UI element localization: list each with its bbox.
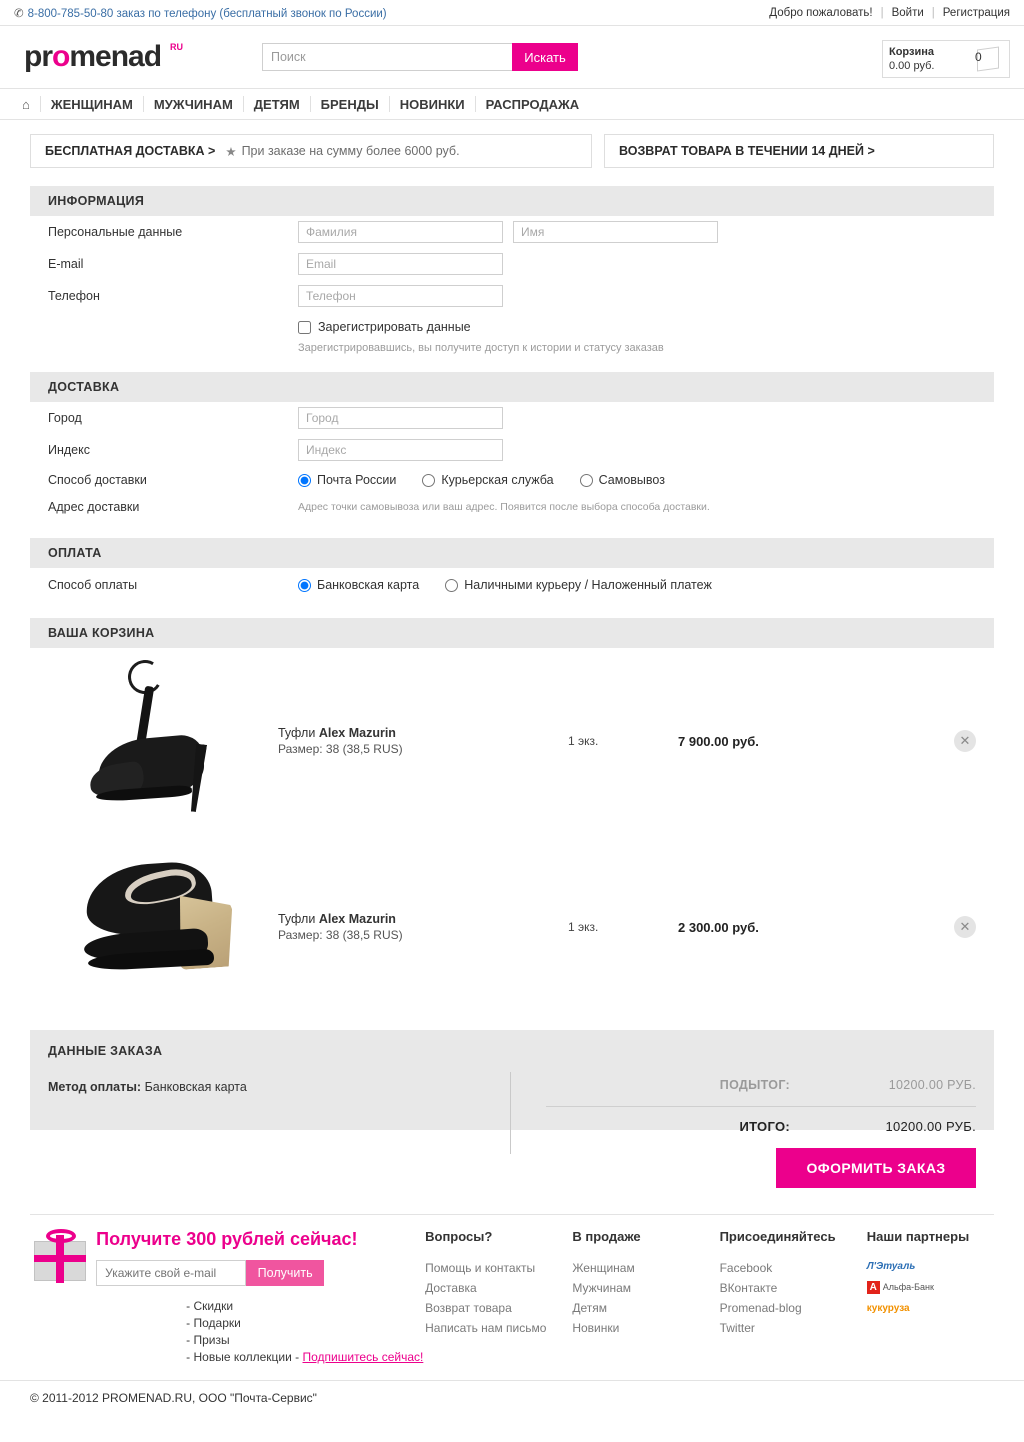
logo-domain: RU — [170, 42, 184, 52]
payment-method-label: Способ оплаты — [48, 578, 138, 592]
index-row — [30, 434, 994, 466]
section-header-information: ИНФОРМАЦИЯ — [30, 186, 994, 216]
top-bar — [0, 0, 1024, 26]
newsletter-benefits — [96, 1298, 425, 1366]
partners-title: Наши партнеры — [866, 1229, 970, 1244]
delivery-option-courier-label: Курьерская служба — [441, 473, 554, 487]
delivery-option-post-label: Почта России — [317, 473, 397, 487]
logo-part-o: o — [52, 40, 70, 73]
basket-row — [30, 834, 994, 1020]
partner-logo-list — [867, 1258, 994, 1316]
cart-widget[interactable] — [882, 40, 1010, 78]
search-form — [262, 43, 578, 71]
site-header — [0, 26, 1024, 88]
footer-column-questions — [425, 1229, 572, 1366]
newsletter-form — [96, 1260, 425, 1286]
register-hint: Зарегистрировавшись, вы получите доступ к истории и статусу заказав — [298, 342, 664, 354]
payment-option-card-label: Банковская карта — [317, 578, 420, 592]
footer-link-twitter[interactable]: Twitter — [719, 1321, 755, 1335]
delivery-method-row — [30, 466, 994, 494]
footer-link-vkontakte[interactable]: ВКонтакте — [719, 1281, 778, 1295]
payment-radio-cash[interactable] — [445, 579, 458, 592]
footer-column-title: Присоединяйтесь — [719, 1229, 836, 1244]
phone-input[interactable] — [298, 285, 503, 307]
footer-column-partners — [867, 1229, 994, 1366]
phone-label: Телефон — [48, 289, 100, 303]
subtotal-value: 10200.00 РУБ. — [888, 1078, 976, 1092]
product-price-1: 7 900.00 руб. — [678, 733, 759, 749]
divider — [243, 96, 244, 112]
index-input[interactable] — [298, 439, 503, 461]
main-nav — [0, 88, 1024, 120]
nav-item-new[interactable]: НОВИНКИ — [399, 96, 465, 112]
cart-bag-icon — [973, 44, 1003, 74]
divider — [143, 96, 144, 112]
home-icon[interactable]: ⌂ — [22, 96, 30, 112]
payment-method-options — [298, 578, 738, 592]
product-price-2: 2 300.00 руб. — [678, 919, 759, 935]
free-delivery-banner[interactable] — [30, 134, 592, 168]
footer-link-write-us[interactable]: Написать нам письмо — [425, 1321, 547, 1335]
welcome-text: Добро пожаловать! — [769, 6, 873, 19]
product-type-2: Туфли — [278, 912, 316, 926]
index-label: Индекс — [48, 443, 90, 457]
free-delivery-subtitle: При заказе на сумму более 6000 руб. — [241, 144, 460, 158]
wedge-pump-illustration — [82, 856, 252, 996]
benefit-last-text: - Новые коллекции - — [186, 1350, 303, 1364]
order-payment-method-label: Метод оплаты: — [48, 1080, 142, 1094]
footer-column-catalog — [572, 1229, 719, 1366]
lastname-input[interactable] — [298, 221, 503, 243]
divider — [310, 96, 311, 112]
register-link[interactable]: Регистрация — [942, 6, 1010, 19]
product-brand-2: Alex Mazurin — [318, 912, 396, 926]
return-policy-title: ВОЗВРАТ ТОВАРА В ТЕЧЕНИИ 14 ДНЕЙ > — [619, 144, 875, 158]
divider — [475, 96, 476, 112]
star-icon: ★ — [225, 144, 237, 159]
newsletter-title: Получите 300 рублей сейчас! — [96, 1229, 358, 1249]
subscribe-now-link[interactable]: Подпишитесь сейчас! — [302, 1350, 424, 1364]
product-description-2 — [278, 911, 568, 943]
benefit-item: - Подарки — [186, 1316, 241, 1330]
order-totals — [546, 1078, 976, 1148]
personal-data-row — [30, 216, 994, 248]
delivery-option-pickup[interactable] — [580, 473, 665, 487]
footer-column-title: Вопросы? — [425, 1229, 493, 1244]
payment-option-card[interactable] — [298, 578, 419, 592]
phone-info — [14, 6, 387, 20]
account-links — [769, 7, 1010, 19]
section-header-basket: ВАША КОРЗИНА — [30, 618, 994, 648]
logo-part-2: menad — [69, 40, 162, 73]
vertical-divider — [510, 1072, 511, 1154]
newsletter-signup — [88, 1229, 425, 1366]
footer-link-men[interactable]: Мужчинам — [572, 1281, 632, 1295]
basket-row — [30, 648, 994, 834]
free-delivery-title: БЕСПЛАТНАЯ ДОСТАВКА > — [45, 144, 216, 158]
product-qty-1: 1 экз. — [568, 734, 599, 748]
benefit-item: - Призы — [186, 1333, 230, 1347]
benefit-item: - Скидки — [186, 1299, 234, 1313]
stiletto-sandal-illustration — [88, 660, 248, 822]
email-row — [30, 248, 994, 280]
divider — [40, 96, 41, 112]
city-input[interactable] — [298, 407, 503, 429]
remove-item-icon[interactable]: ✕ — [954, 730, 976, 752]
product-description-1 — [278, 725, 568, 757]
alfabank-text: Альфа-Банк — [882, 1282, 934, 1292]
personal-data-label: Персональные данные — [48, 225, 183, 239]
copyright-text: © 2011-2012 PROMENAD.RU, ООО "Почта-Сервис" — [0, 1380, 1024, 1415]
gift-bow — [46, 1229, 76, 1243]
benefit-item-last — [186, 1349, 425, 1366]
delivery-address-row — [30, 494, 994, 520]
gift-box-icon — [30, 1229, 88, 1366]
footer-link-blog[interactable]: Promenad-blog — [719, 1301, 802, 1315]
footer-link-returns[interactable]: Возврат товара — [425, 1301, 512, 1315]
footer-column-social — [720, 1229, 867, 1366]
place-order-button[interactable]: ОФОРМИТЬ ЗАКАЗ — [776, 1148, 976, 1188]
nav-item-men[interactable]: МУЖЧИНАМ — [153, 96, 233, 112]
letual-logo[interactable]: Л'Этуаль — [866, 1260, 916, 1272]
search-button[interactable]: Искать — [512, 43, 578, 71]
cart-title: Корзина — [889, 46, 934, 58]
delivery-option-post[interactable] — [298, 473, 396, 487]
divider — [389, 96, 390, 112]
footer-link-women[interactable]: Женщинам — [572, 1261, 635, 1275]
footer-link-help[interactable]: Помощь и контакты — [425, 1261, 536, 1275]
order-summary — [30, 1030, 994, 1134]
product-image-2[interactable] — [48, 842, 278, 1012]
footer-column-title: В продаже — [572, 1229, 641, 1244]
delivery-option-pickup-label: Самовывоз — [598, 473, 665, 487]
payment-method-row — [30, 568, 994, 602]
footer-link-new[interactable]: Новинки — [572, 1321, 620, 1335]
alfabank-mark: A — [867, 1281, 880, 1294]
payment-option-cash-label: Наличными курьеру / Наложенный платеж — [464, 578, 712, 592]
total-line — [546, 1106, 976, 1134]
product-image-1[interactable] — [48, 656, 278, 826]
login-link[interactable]: Войти — [891, 6, 924, 19]
gift-ribbon-horizontal — [34, 1255, 86, 1262]
nav-item-women[interactable]: ЖЕНЩИНАМ — [50, 96, 133, 112]
payment-radio-card[interactable] — [298, 579, 311, 592]
product-size-2: Размер: 38 (38,5 RUS) — [278, 928, 403, 942]
delivery-radio-pickup[interactable] — [580, 474, 593, 487]
subtotal-line — [546, 1078, 976, 1092]
section-header-delivery: ДОСТАВКА — [30, 372, 994, 402]
subtotal-label: ПОДЫТОГ: — [719, 1078, 790, 1092]
total-value: 10200.00 РУБ. — [885, 1119, 976, 1134]
delivery-address-hint: Адрес точки самовывоза или ваш адрес. Появится после выбора способа доставки. — [298, 501, 710, 513]
search-input[interactable] — [262, 43, 512, 71]
newsletter-submit-button[interactable]: Получить — [246, 1260, 324, 1286]
delivery-method-options — [298, 473, 691, 487]
nav-item-brands[interactable]: БРЕНДЫ — [320, 96, 379, 112]
phone-text: 8-800-785-50-80 заказ по телефону (бесплатный звонок по России) — [27, 7, 387, 20]
total-label: ИТОГО: — [739, 1119, 790, 1134]
firstname-input[interactable] — [513, 221, 718, 243]
remove-item-icon[interactable]: ✕ — [954, 916, 976, 938]
section-header-payment: ОПЛАТА — [30, 538, 994, 568]
phone-icon: ✆ — [14, 7, 24, 20]
phone-row — [30, 280, 994, 312]
nav-item-sale[interactable]: РАСПРОДАЖА — [485, 96, 580, 112]
checkout-content — [0, 186, 1024, 1188]
register-data-row — [30, 312, 994, 338]
cart-text — [889, 45, 934, 73]
promo-banners — [30, 134, 994, 168]
newsletter-email-input[interactable] — [96, 1260, 246, 1286]
footer-link-facebook[interactable]: Facebook — [719, 1261, 773, 1275]
register-data-checkbox[interactable] — [298, 321, 311, 334]
order-summary-title: ДАННЫЕ ЗАКАЗА — [48, 1044, 163, 1058]
cart-sum: 0.00 руб. — [889, 60, 935, 72]
kukuruza-logo[interactable]: кукуруза — [866, 1302, 910, 1314]
product-brand-1: Alex Mazurin — [318, 726, 396, 740]
delivery-radio-post[interactable] — [298, 474, 311, 487]
email-label: E-mail — [48, 257, 84, 271]
return-policy-banner[interactable] — [604, 134, 994, 168]
logo-part-1: pr — [24, 40, 52, 73]
city-label: Город — [48, 411, 82, 425]
product-qty-2: 1 экз. — [568, 920, 599, 934]
divider: | — [880, 6, 884, 19]
nav-item-kids[interactable]: ДЕТЯМ — [253, 96, 300, 112]
order-payment-method-value: Банковская карта — [144, 1080, 247, 1094]
footer-link-delivery[interactable]: Доставка — [425, 1281, 477, 1295]
divider: | — [931, 6, 935, 19]
site-footer — [30, 1214, 994, 1366]
delivery-method-label: Способ доставки — [48, 473, 147, 487]
product-size-1: Размер: 38 (38,5 RUS) — [278, 742, 403, 756]
register-data-label[interactable]: Зарегистрировать данные — [318, 320, 471, 334]
product-type-1: Туфли — [278, 726, 316, 740]
delivery-address-label: Адрес доставки — [48, 500, 140, 514]
site-logo[interactable] — [24, 40, 184, 74]
delivery-option-courier[interactable] — [422, 473, 553, 487]
payment-option-cash[interactable] — [445, 578, 712, 592]
city-row — [30, 402, 994, 434]
delivery-radio-courier[interactable] — [422, 474, 435, 487]
cart-count: 0 — [975, 50, 982, 64]
footer-link-kids[interactable]: Детям — [572, 1301, 607, 1315]
alfabank-logo[interactable] — [867, 1279, 941, 1295]
email-input[interactable] — [298, 253, 503, 275]
